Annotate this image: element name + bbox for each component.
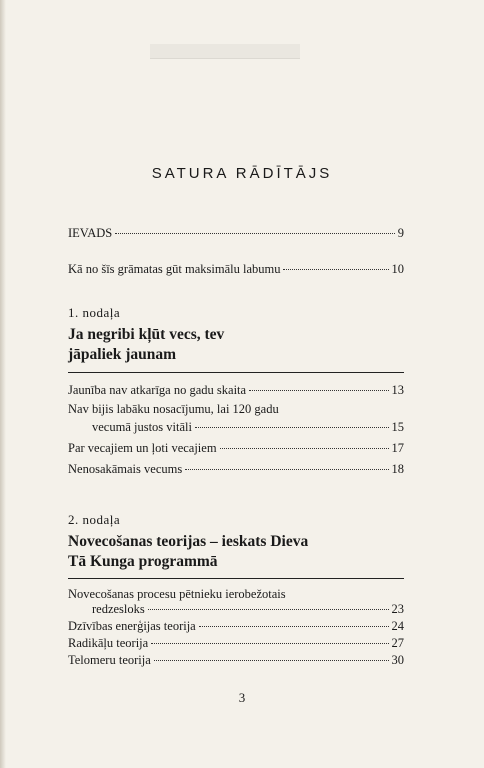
leader-dots [220,448,389,449]
toc-entry-page: 23 [391,602,404,616]
toc-entry-text: Novecošanas procesu pētnieku ierobežotais [68,587,286,601]
chapter-2-title-line-2: Tā Kunga programmā [68,553,218,570]
toc-entry-text: Kā no šīs grāmatas gūt maksimālu labumu [68,262,281,276]
chapter-1-rule [68,372,404,373]
toc-entry-how-to-use [68,262,404,277]
toc-entry [92,602,404,617]
toc-entry-text: Jaunība nav atkarīga no gadu skaita [68,383,247,397]
toc-entry-page: 18 [391,462,404,476]
toc-entry [68,383,404,398]
toc-entry-text: Dzīvības enerģijas teorija [68,619,196,633]
toc-entry [92,420,404,435]
chapter-2-label: 2. nodaļa [68,512,121,527]
leader-dots [249,390,388,391]
toc-entry-page: 17 [391,441,404,455]
toc-entry-text: Nenosakāmais vecums [68,462,183,476]
toc-entry-text: Nav bijis labāku nosacījumu, lai 120 gadu [68,402,279,416]
toc-entry-page: 10 [391,262,404,276]
page-number: 3 [238,690,246,705]
leader-dots [154,660,389,661]
toc-entry-intro [68,226,404,241]
toc-entry-page: 27 [391,636,404,650]
chapter-1-label: 1. nodaļa [68,305,121,320]
leader-dots [195,427,389,428]
leader-dots [148,609,389,610]
toc-entry-page: 24 [391,619,404,633]
leader-dots [115,233,395,234]
chapter-1-title-line-2: jāpaliek jaunam [68,346,177,363]
leader-dots [151,643,388,644]
toc-entry [68,462,404,477]
toc-entry-text: IEVADS [68,226,113,240]
toc-entry [68,653,404,668]
toc-title: SATURA RĀDĪTĀJS [151,165,333,182]
toc-entry [68,441,404,456]
toc-entry-page: 13 [391,383,404,397]
bleed-through-header [150,44,300,59]
toc-entry-text: vecumā justos vitāli [92,420,192,434]
chapter-2-rule [68,578,404,579]
toc-entry-text: Par vecajiem un ļoti vecajiem [68,441,217,455]
toc-entry-text: Telomeru teorija [68,653,151,667]
toc-entry-text: redzesloks [92,602,145,616]
page-edge [0,0,6,768]
toc-entry-page: 9 [397,226,404,240]
toc-entry-page: 30 [391,653,404,667]
leader-dots [199,626,389,627]
toc-entry [68,636,404,651]
leader-dots [283,269,388,270]
chapter-1-title-line-1: Ja negribi kļūt vecs, tev [68,326,225,343]
toc-entry-text: Radikāļu teorija [68,636,149,650]
toc-entry [68,619,404,634]
toc-entry-page: 15 [391,420,404,434]
chapter-2-title-line-1: Novecošanas teorijas – ieskats Dieva [68,533,309,550]
leader-dots [185,469,388,470]
